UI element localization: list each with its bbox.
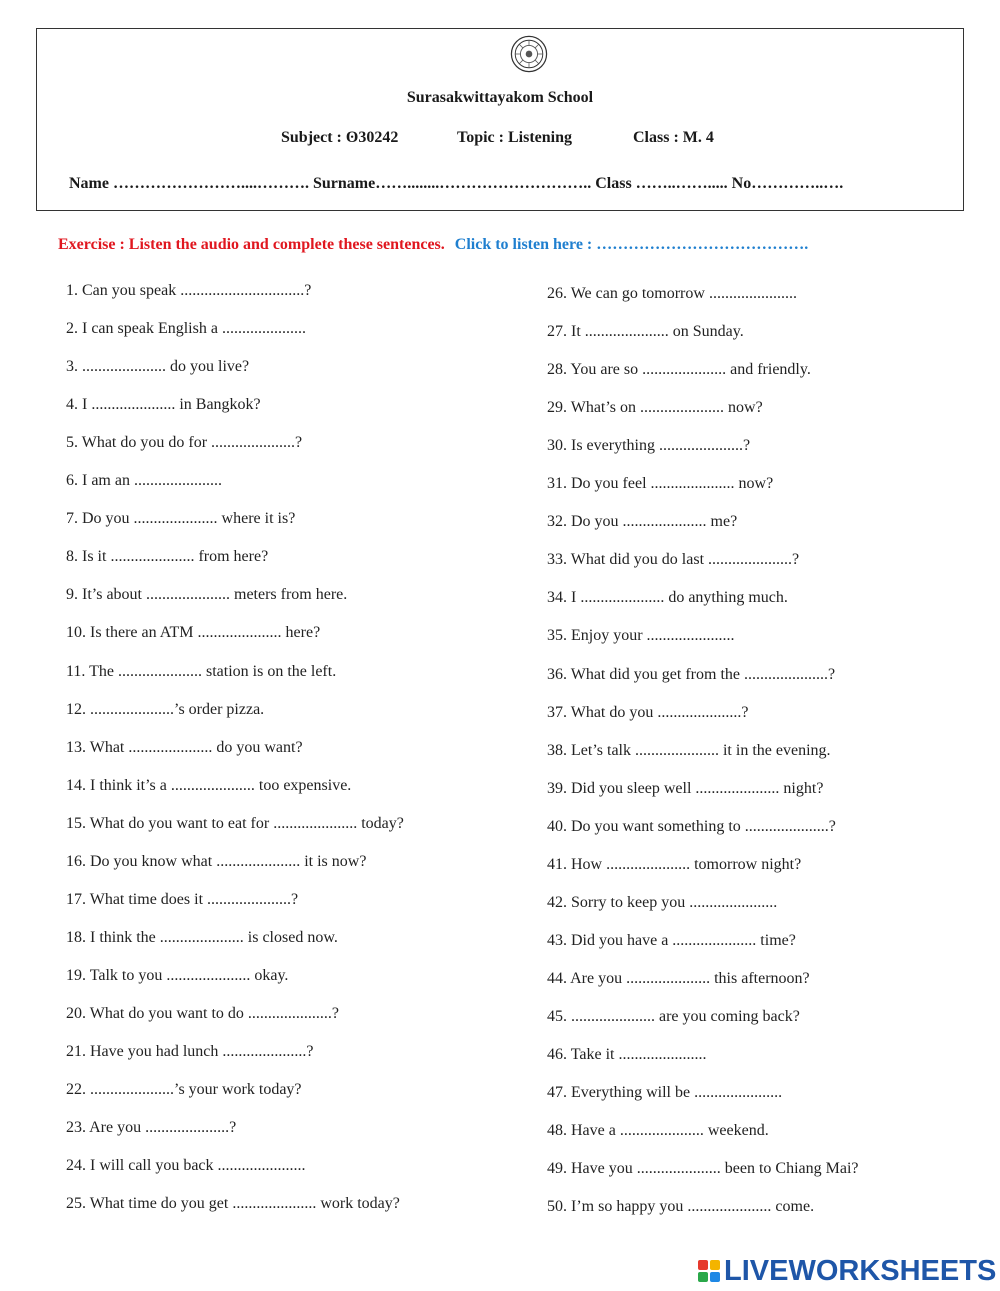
question-item: 34. I ..................... do anything much. [547,589,788,607]
question-item: 33. What did you do last .....................? [547,551,800,569]
question-item: 38. Let’s talk ..................... it in the evening. [547,741,831,759]
school-name: Surasakwittayakom School [406,89,594,106]
worksheet-header [36,28,964,211]
question-item: 21. Have you had lunch .....................? [66,1043,314,1060]
question-item: 41. How ..................... tomorrow night? [547,855,802,873]
listen-link[interactable]: Click to listen here : …………………………………. [454,236,809,253]
question-item: 11. The ..................... station is on the left. [66,662,337,680]
question-item: 7. Do you ..................... where it is? [66,510,296,528]
logo-icon [698,1260,720,1282]
question-item: 47. Everything will be ...................... [547,1084,783,1102]
question-item: 23. Are you .....................? [66,1119,237,1137]
liveworksheets-logo [698,1256,996,1286]
question-item: 19. Talk to you ..................... okay. [66,966,289,984]
question-item: 14. I think it’s a ..................... too expensive. [66,776,352,794]
question-item: 42. Sorry to keep you ...................... [547,893,778,911]
question-item: 50. I’m so happy you ..................... come. [547,1198,815,1216]
question-item: 40. Do you want something to .....................? [547,817,836,835]
question-item: 31. Do you feel ..................... now? [547,475,774,493]
question-item: 29. What’s on ..................... now? [547,399,763,417]
question-item: 44. Are you ..................... this afternoon? [547,969,810,987]
question-item: 26. We can go tomorrow ...................... [547,285,797,302]
question-item: 13. What ..................... do you want? [66,738,303,756]
class-label: Class : M. 4 [633,129,714,146]
question-item: 46. Take it ...................... [547,1046,707,1063]
question-item: 17. What time does it .....................? [66,890,299,908]
question-item: 39. Did you sleep well ..................... night? [547,779,824,797]
question-item: 8. Is it ..................... from here? [66,548,269,566]
question-item: 22. .....................’s your work today? [66,1081,302,1099]
student-info-line: Name ……………………....………. Surname……........……………………….. Class ……..……..... No…………..…. [69,175,844,192]
instruction-text: Exercise : Listen the audio and complete these sentences. [58,236,445,253]
instruction [58,236,808,254]
question-item: 1. Can you speak ...............................? [66,282,312,299]
topic-label: Topic : Listening [457,129,572,146]
question-item: 12. .....................’s order pizza. [66,700,265,718]
question-item: 10. Is there an ATM ..................... here? [66,624,321,642]
question-item: 2. I can speak English a ..................... [66,320,306,338]
question-item: 5. What do you do for .....................? [66,434,303,452]
question-item: 43. Did you have a ..................... time? [547,931,796,949]
school-seal-icon [510,35,548,73]
question-item: 3. ..................... do you live? [66,358,250,376]
question-item: 48. Have a ..................... weekend. [547,1122,769,1140]
question-item: 24. I will call you back ...................... [66,1157,306,1175]
question-item: 49. Have you ..................... been to Chiang Mai? [547,1160,859,1178]
question-item: 27. It ..................... on Sunday. [547,323,744,341]
logo-text: LIVEWORKSHEETS [724,1254,997,1287]
question-item: 16. Do you know what ..................... it is now? [66,852,367,870]
question-item: 18. I think the ..................... is closed now. [66,928,338,946]
question-item: 28. You are so ..................... and friendly. [547,361,811,379]
question-item: 6. I am an ...................... [66,472,222,490]
question-item: 45. ..................... are you coming back? [547,1007,800,1025]
question-item: 4. I ..................... in Bangkok? [66,396,261,414]
question-item: 15. What do you want to eat for ..................... today? [66,814,404,832]
question-item: 32. Do you ..................... me? [547,513,738,531]
question-item: 30. Is everything .....................? [547,437,751,455]
question-item: 25. What time do you get ..................... work today? [66,1195,400,1213]
question-item: 37. What do you .....................? [547,703,749,721]
question-item: 36. What did you get from the .....................? [547,665,836,683]
question-item: 35. Enjoy your ...................... [547,627,735,645]
subject-label: Subject : ʘ30242 [281,129,399,146]
question-item: 20. What do you want to do .....................? [66,1004,340,1022]
question-item: 9. It’s about ..................... meters from here. [66,586,348,604]
